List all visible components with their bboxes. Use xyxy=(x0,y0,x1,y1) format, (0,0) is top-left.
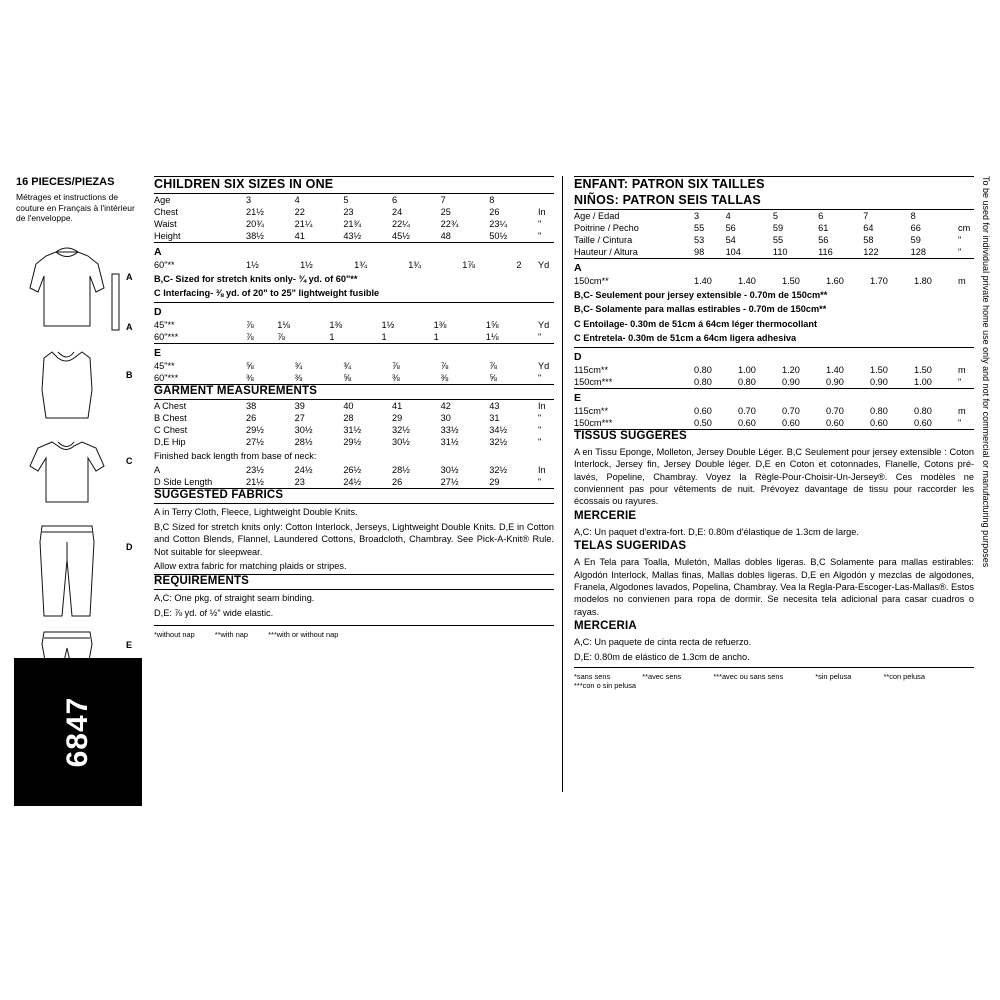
table-row xyxy=(154,464,554,476)
cell: 3 xyxy=(246,195,252,205)
table-row xyxy=(154,194,554,206)
cell: ⅝ xyxy=(489,372,497,383)
table-row xyxy=(154,259,554,271)
cell: ⅜ xyxy=(440,372,449,383)
finished-length-note: Finished back length from base of neck: xyxy=(154,450,317,461)
cell-unit: In xyxy=(538,207,546,217)
telas-sugeridas-text: A En Tela para Toalla, Muletón, Mallas dobles ligeras. B,C Solamente para mallas estirables: Algodón Interlock, Mallas finas, Mallas dobles ligeras. D,E en Algodón y mezclas de algodones, Franela, Algodones lavados, Popelina, Chambray. Vea la Regla-Para-Escoger-Las-Mallas®. Estos modelos no convienen para ropa de dormir. Se necesita tela adicional para casar cuadros o rayas. xyxy=(574,557,974,617)
illustration-svg xyxy=(16,230,142,670)
garment-measurements-table xyxy=(154,400,554,448)
cell: 0.80 xyxy=(694,376,712,387)
table-row xyxy=(574,222,974,234)
cell-unit: Yd xyxy=(538,260,550,270)
cell: 31½ xyxy=(343,424,362,435)
cell: ¾ xyxy=(294,360,303,371)
cell: 122 xyxy=(863,247,879,257)
usage-notice-container xyxy=(981,176,991,567)
cell: 45½ xyxy=(391,231,410,241)
table-row xyxy=(154,436,554,448)
sheet xyxy=(14,176,986,806)
row-label: 150cm** xyxy=(574,276,609,286)
cell: 26 xyxy=(489,207,500,217)
mid-rule-2 xyxy=(154,302,554,303)
cell: 32½ xyxy=(489,436,508,447)
cell: 1⅛ xyxy=(485,331,499,342)
row-label: Age / Edad xyxy=(574,211,620,221)
cell: 41 xyxy=(294,231,305,241)
cell: 29½ xyxy=(246,424,264,435)
garment-measurements-title: GARMENT MEASUREMENTS xyxy=(154,384,318,397)
view-label-d: D xyxy=(126,541,133,552)
right-bottom-rule xyxy=(574,667,974,668)
cell: 55 xyxy=(772,235,784,245)
cell-unit: " xyxy=(538,331,542,342)
cell-unit: m xyxy=(958,405,966,416)
cell: 0.90 xyxy=(782,376,800,387)
cell: 58 xyxy=(863,235,874,245)
row-label: 60"*** xyxy=(154,331,179,342)
pattern-number-block xyxy=(14,658,142,806)
cell: 28½ xyxy=(391,465,410,476)
row-label: D,E Hip xyxy=(154,436,186,447)
right-group-e-title: E xyxy=(574,391,582,404)
cell: 29½ xyxy=(343,436,362,447)
cell: 1¾ xyxy=(354,260,367,270)
view-label-c: C xyxy=(126,455,133,466)
cell: 98 xyxy=(694,247,705,257)
cell: 1.60 xyxy=(826,276,844,286)
cell: 30½ xyxy=(440,465,459,476)
table-row xyxy=(574,246,974,258)
cell-unit: " xyxy=(958,417,962,428)
cell: 1.50 xyxy=(870,364,888,375)
cell: 1⅜ xyxy=(433,319,447,330)
cell: 59 xyxy=(772,223,784,233)
table-row xyxy=(154,206,554,218)
group-d-title: D xyxy=(154,305,162,318)
table-row xyxy=(154,218,554,230)
cell: ⅝ xyxy=(246,360,254,371)
back-length-table xyxy=(154,464,554,488)
table-row xyxy=(154,230,554,242)
cell: ⅜ xyxy=(246,372,254,383)
cell: 0.70 xyxy=(738,405,756,416)
row-label: 60"*** xyxy=(154,372,179,383)
cell: 23½ xyxy=(246,465,264,476)
cell: 56 xyxy=(725,223,736,233)
table-row xyxy=(154,319,554,331)
table-row xyxy=(154,476,554,488)
cell-unit: " xyxy=(958,235,962,245)
cell: 23¼ xyxy=(489,219,508,229)
cell: 0.80 xyxy=(914,405,932,416)
merceria-text-1: A,C: Un paquete de cinta recta de refuerzo. xyxy=(574,637,752,648)
cell: 42 xyxy=(440,400,451,411)
view-label-b: B xyxy=(126,369,133,380)
cell: 0.60 xyxy=(738,417,756,428)
cell: 21½ xyxy=(246,207,264,217)
suggested-fabrics-title: SUGGESTED FABRICS xyxy=(154,489,284,502)
cell: 26 xyxy=(246,412,257,423)
cell-unit: m xyxy=(958,276,966,286)
cell: 110 xyxy=(772,247,788,257)
cell: 33½ xyxy=(440,424,459,435)
requirements-title: REQUIREMENTS xyxy=(154,575,250,588)
table-row xyxy=(574,364,974,376)
cell: ⅞ xyxy=(246,319,254,330)
cell: 21½ xyxy=(246,477,264,488)
cell: 5 xyxy=(772,211,779,221)
cell-unit: " xyxy=(538,372,542,383)
cell: 22 xyxy=(294,207,305,217)
mid-rule-7 xyxy=(154,503,554,504)
cell: 61 xyxy=(818,223,829,233)
cell: 39 xyxy=(294,400,305,411)
cell: 55 xyxy=(694,223,705,233)
cell: 30½ xyxy=(294,424,313,435)
row-label: D Side Length xyxy=(154,477,213,488)
cell: 0.60 xyxy=(782,417,800,428)
right-group-a-note-1: B,C- Seulement pour jersey extensible - 0.70m de 150cm** xyxy=(574,290,828,300)
row-label: Waist xyxy=(154,219,177,229)
cell: ⅞ xyxy=(489,360,497,371)
cell: 0.60 xyxy=(870,417,888,428)
cell: 43½ xyxy=(343,231,362,241)
cell: 28½ xyxy=(294,436,313,447)
cell: 32½ xyxy=(391,424,410,435)
cell: 1.00 xyxy=(914,376,932,387)
row-label: B Chest xyxy=(154,412,187,423)
cell: ⅞ xyxy=(246,331,254,342)
cell: 0.80 xyxy=(870,405,888,416)
table-row xyxy=(574,234,974,246)
group-e-table xyxy=(154,360,554,384)
cell: 1 xyxy=(329,331,335,342)
cell: 6 xyxy=(818,211,824,221)
cell: 56 xyxy=(818,235,829,245)
cell: 1⅛ xyxy=(277,319,291,330)
cell: 27½ xyxy=(440,477,459,488)
cell: 1.40 xyxy=(738,276,756,286)
cell: 0.90 xyxy=(826,376,844,387)
table-row xyxy=(154,424,554,436)
cell: 128 xyxy=(910,247,926,257)
cell: 22¾ xyxy=(440,219,459,229)
cell: 8 xyxy=(489,195,495,205)
middle-title: CHILDREN SIX SIZES IN ONE xyxy=(154,177,334,191)
cell: 31 xyxy=(489,412,500,423)
cell: ⅜ xyxy=(391,372,400,383)
cell: 1 xyxy=(381,331,387,342)
mid-bottom-rule xyxy=(154,625,554,626)
right-title-fr: ENFANT: PATRON SIX TAILLES xyxy=(574,177,765,191)
cell: ⅜ xyxy=(294,372,303,383)
cell-unit: " xyxy=(538,436,542,447)
row-label: 115cm** xyxy=(574,405,609,416)
mid-rule-1 xyxy=(154,242,554,243)
middle-footnotes xyxy=(154,630,554,639)
cell: 66 xyxy=(910,223,921,233)
row-label: 150cm*** xyxy=(574,417,613,428)
cell: 1.40 xyxy=(694,276,712,286)
cell: 27½ xyxy=(246,436,264,447)
mid-rule-3 xyxy=(154,343,554,344)
right-rule-2 xyxy=(574,347,974,348)
row-label: 60"** xyxy=(154,260,175,270)
cell: 0.60 xyxy=(914,417,932,428)
cell-unit: In xyxy=(538,400,546,411)
footnote-es-1: *sin pelusa xyxy=(815,672,852,682)
right-rule-3 xyxy=(574,388,974,389)
cell: ⅞ xyxy=(277,331,285,342)
mid-rule-9 xyxy=(154,589,554,590)
right-group-e-table xyxy=(574,405,974,429)
cell: 59 xyxy=(910,235,921,245)
cell: 104 xyxy=(725,247,741,257)
row-label: Poitrine / Pecho xyxy=(574,223,639,233)
table-row xyxy=(574,417,974,429)
cell-unit: In xyxy=(538,465,546,476)
row-label: Age xyxy=(154,195,171,205)
table-row xyxy=(574,376,974,388)
cell: 30 xyxy=(440,412,451,423)
cell-unit xyxy=(538,194,554,206)
cell: 116 xyxy=(818,247,833,257)
row-label: A Chest xyxy=(154,400,187,411)
group-e-title: E xyxy=(154,346,162,359)
cell: 0.90 xyxy=(870,376,888,387)
cell: ⅝ xyxy=(343,372,351,383)
table-row xyxy=(154,372,554,384)
cell: ⅞ xyxy=(440,360,449,371)
fabrics-line-3: Allow extra fabric for matching plaids or stripes. xyxy=(154,560,347,571)
group-a-table xyxy=(154,259,554,271)
cell: 31½ xyxy=(440,436,459,447)
french-note: Métrages et instructions de couture en Français à l'intérieur de l'enveloppe. xyxy=(16,192,135,224)
cell: 23 xyxy=(294,477,305,488)
tissus-suggeres-title: TISSUS SUGGERES xyxy=(574,429,687,442)
right-group-d-title: D xyxy=(574,350,582,363)
view-label-a2: A xyxy=(126,321,133,332)
cell: 1¾ xyxy=(408,260,421,270)
left-column xyxy=(14,176,142,806)
cell: 48 xyxy=(440,231,451,241)
cell: 1.80 xyxy=(914,276,932,286)
right-group-a-table xyxy=(574,275,974,287)
cell-unit: cm xyxy=(958,223,971,233)
pieces-count: 16 PIECES/PIEZAS xyxy=(16,176,115,188)
right-group-a-note-2: B,C- Solamente para mallas estirables - 0.70m de 150cm** xyxy=(574,304,827,315)
telas-sugeridas-title: TELAS SUGERIDAS xyxy=(574,540,687,553)
cell: 38½ xyxy=(246,231,264,241)
row-label: Chest xyxy=(154,207,179,217)
cell: 7 xyxy=(440,195,446,205)
cell: 30½ xyxy=(391,436,410,447)
cell-unit: " xyxy=(538,219,542,229)
cell: 40 xyxy=(343,400,354,411)
cell: 20¾ xyxy=(246,219,264,229)
footnote-2: **with nap xyxy=(214,630,249,640)
mercerie-title: MERCERIE xyxy=(574,509,637,522)
fabrics-line-1: A in Terry Cloth, Fleece, Lightweight Double Knits. xyxy=(154,507,358,518)
cell: 41 xyxy=(391,400,403,411)
mercerie-text: A,C: Un paquet d'extra-fort. D,E: 0.80m d'élastique de 1.3cm de large. xyxy=(574,526,859,537)
cell: 23 xyxy=(343,207,354,217)
pattern-number: 6847 xyxy=(61,696,94,768)
cell-unit: " xyxy=(538,424,542,435)
cell: 21¼ xyxy=(294,219,313,229)
row-label: 45"** xyxy=(154,360,175,371)
tissus-suggeres-text: A en Tissu Eponge, Molleton, Jersey Double Léger. B,C Seulement pour jersey extensible : Coton Interlock, Jersey fin, Jersey Double léger. D,E en Coton et cotonnades, Flanelle, Cotons pré-lavés, Popeline, Chambray. Voyez la Règle-Pour-Choisir-Un-Jersey®. Ces modèles ne conviennent pas pour vêtements de nuit. Prévoyez davantage de tissu pour raccorder les écossais ou rayures. xyxy=(574,446,974,507)
cell: 4 xyxy=(725,211,731,221)
cell: 5 xyxy=(343,195,349,205)
right-group-a-note-3: C Entoilage- 0.30m de 51cm á 64cm léger thermocollant xyxy=(574,318,818,329)
cell: 24 xyxy=(391,207,403,217)
merceria-title: MERCERIA xyxy=(574,620,637,633)
cell: 6 xyxy=(391,195,398,205)
row-label: C Chest xyxy=(154,424,188,435)
row-label: 150cm*** xyxy=(574,376,613,387)
footnote-es-2: **con pelusa xyxy=(883,672,925,682)
cell: 4 xyxy=(294,195,300,205)
requirements-line-1: A,C: One pkg. of straight seam binding. xyxy=(154,593,315,604)
cell: 21¾ xyxy=(343,219,362,229)
cell-unit xyxy=(958,210,974,222)
cell: 24½ xyxy=(294,465,313,476)
fabrics-line-2: B,C Sized for stretch knits only: Cotton Interlock, Jerseys, Lightweight Double Knits. D,E in Cotton and Cotton Blends, Flannel, Laundered Cottons, Broadcloth, Chambray. See Pick-A-Knit® Rule. Not suitable for sleepwear. xyxy=(154,521,554,557)
row-label: Hauteur / Altura xyxy=(574,247,638,257)
row-label: Height xyxy=(154,231,181,241)
cell: 38 xyxy=(246,400,257,411)
table-row xyxy=(574,405,974,417)
cell: 26½ xyxy=(343,465,362,476)
cell: 54 xyxy=(725,235,736,245)
table-row xyxy=(154,360,554,372)
cell: 32½ xyxy=(489,465,508,476)
cell: 43 xyxy=(489,400,500,411)
cell: 1.00 xyxy=(738,364,756,375)
cell: ¾ xyxy=(343,360,351,371)
footnote-1: *without nap xyxy=(154,630,195,640)
group-a-title: A xyxy=(154,246,162,258)
cell: 1⅜ xyxy=(329,319,343,330)
group-a-note-2: C Interfacing- ⅜ yd. of 20" to 25" lightweight fusible xyxy=(154,288,380,299)
group-a-note-1: B,C- Sized for stretch knits only- ¾ yd. of 60"** xyxy=(154,274,358,284)
cell-unit: Yd xyxy=(538,319,550,330)
right-group-d-table xyxy=(574,364,974,388)
cell: 1.50 xyxy=(914,364,932,375)
cell: 0.70 xyxy=(782,405,800,416)
requirements-line-2: D,E: ⅞ yd. of ½" wide elastic. xyxy=(154,607,274,618)
cell: 28 xyxy=(343,412,354,423)
cell: 0.50 xyxy=(694,417,712,428)
size-table-imperial xyxy=(154,194,554,242)
cell: 29 xyxy=(391,412,403,423)
right-rule-1 xyxy=(574,258,974,259)
cell: 3 xyxy=(694,211,700,221)
cell: 0.80 xyxy=(738,376,756,387)
cell: 7 xyxy=(863,211,869,221)
table-row xyxy=(154,331,554,343)
cell: 53 xyxy=(694,235,705,245)
column-divider xyxy=(562,176,563,792)
row-label: 45"** xyxy=(154,319,175,330)
table-row xyxy=(154,400,554,412)
cell-unit: " xyxy=(538,477,542,488)
cell: 8 xyxy=(910,211,916,221)
cell: 0.60 xyxy=(694,405,712,416)
usage-notice: To be used for individual private home use only and not for commercial or manufacturing purposes xyxy=(981,176,991,568)
cell: 1½ xyxy=(300,260,313,270)
row-label: Taille / Cintura xyxy=(574,235,633,245)
right-group-a-title: A xyxy=(574,262,582,274)
row-label: 115cm** xyxy=(574,364,609,375)
table-row xyxy=(574,210,974,222)
cell-unit: " xyxy=(958,247,962,257)
footnote-3: ***with or without nap xyxy=(268,630,339,640)
cell: 1½ xyxy=(246,260,259,270)
right-footnotes xyxy=(574,672,974,690)
cell: 1⅝ xyxy=(485,319,499,330)
cell: 64 xyxy=(863,223,874,233)
cell: 0.80 xyxy=(694,364,712,375)
cell-unit: " xyxy=(538,231,542,241)
cell-unit: Yd xyxy=(538,360,550,371)
right-title-es: NIÑOS: PATRON SEIS TALLAS xyxy=(574,193,761,207)
row-label: A xyxy=(154,465,161,476)
right-group-a-note-4: C Entretela- 0.30m de 51cm a 64cm ligera adhesiva xyxy=(574,333,797,344)
cell: 1.70 xyxy=(870,276,888,286)
footnote-fr-1: *sans sens xyxy=(574,672,611,682)
cell: 0.60 xyxy=(826,417,844,428)
cell: 24½ xyxy=(343,477,362,488)
cell: 0.70 xyxy=(826,405,844,416)
group-d-table xyxy=(154,319,554,343)
cell: 1½ xyxy=(381,319,395,330)
cell: 50½ xyxy=(489,231,508,241)
merceria-text-2: D,E: 0.80m de elástico de 1.3cm de ancho. xyxy=(574,651,750,662)
cell: 1⅞ xyxy=(462,260,476,270)
cell: 25 xyxy=(440,207,451,217)
size-table-metric xyxy=(574,210,974,258)
cell: 27 xyxy=(294,412,305,423)
cell: 34½ xyxy=(489,424,508,435)
right-column xyxy=(574,176,974,806)
cell: 1.50 xyxy=(782,276,800,286)
cell: 26 xyxy=(391,477,403,488)
cell: 1.20 xyxy=(782,364,800,375)
cell-unit: " xyxy=(958,376,962,387)
table-row xyxy=(154,412,554,424)
cell: 2 xyxy=(516,260,522,270)
garment-illustrations xyxy=(16,230,142,670)
middle-column xyxy=(154,176,554,806)
table-row xyxy=(574,275,974,287)
cell: 22¼ xyxy=(391,219,410,229)
view-label-e: E xyxy=(126,639,133,650)
cell-unit: " xyxy=(538,412,542,423)
footnote-es-3: ***con o sin pelusa xyxy=(574,681,637,691)
cell-unit: m xyxy=(958,364,966,375)
cell: 29 xyxy=(489,477,500,488)
footnote-fr-2: **avec sens xyxy=(642,672,682,682)
cell: 1 xyxy=(433,331,439,342)
cell: 1.40 xyxy=(826,364,844,375)
footnote-fr-3: ***avec ou sans sens xyxy=(713,672,784,682)
view-label-a1: A xyxy=(126,271,133,282)
cell: ⅞ xyxy=(391,360,400,371)
